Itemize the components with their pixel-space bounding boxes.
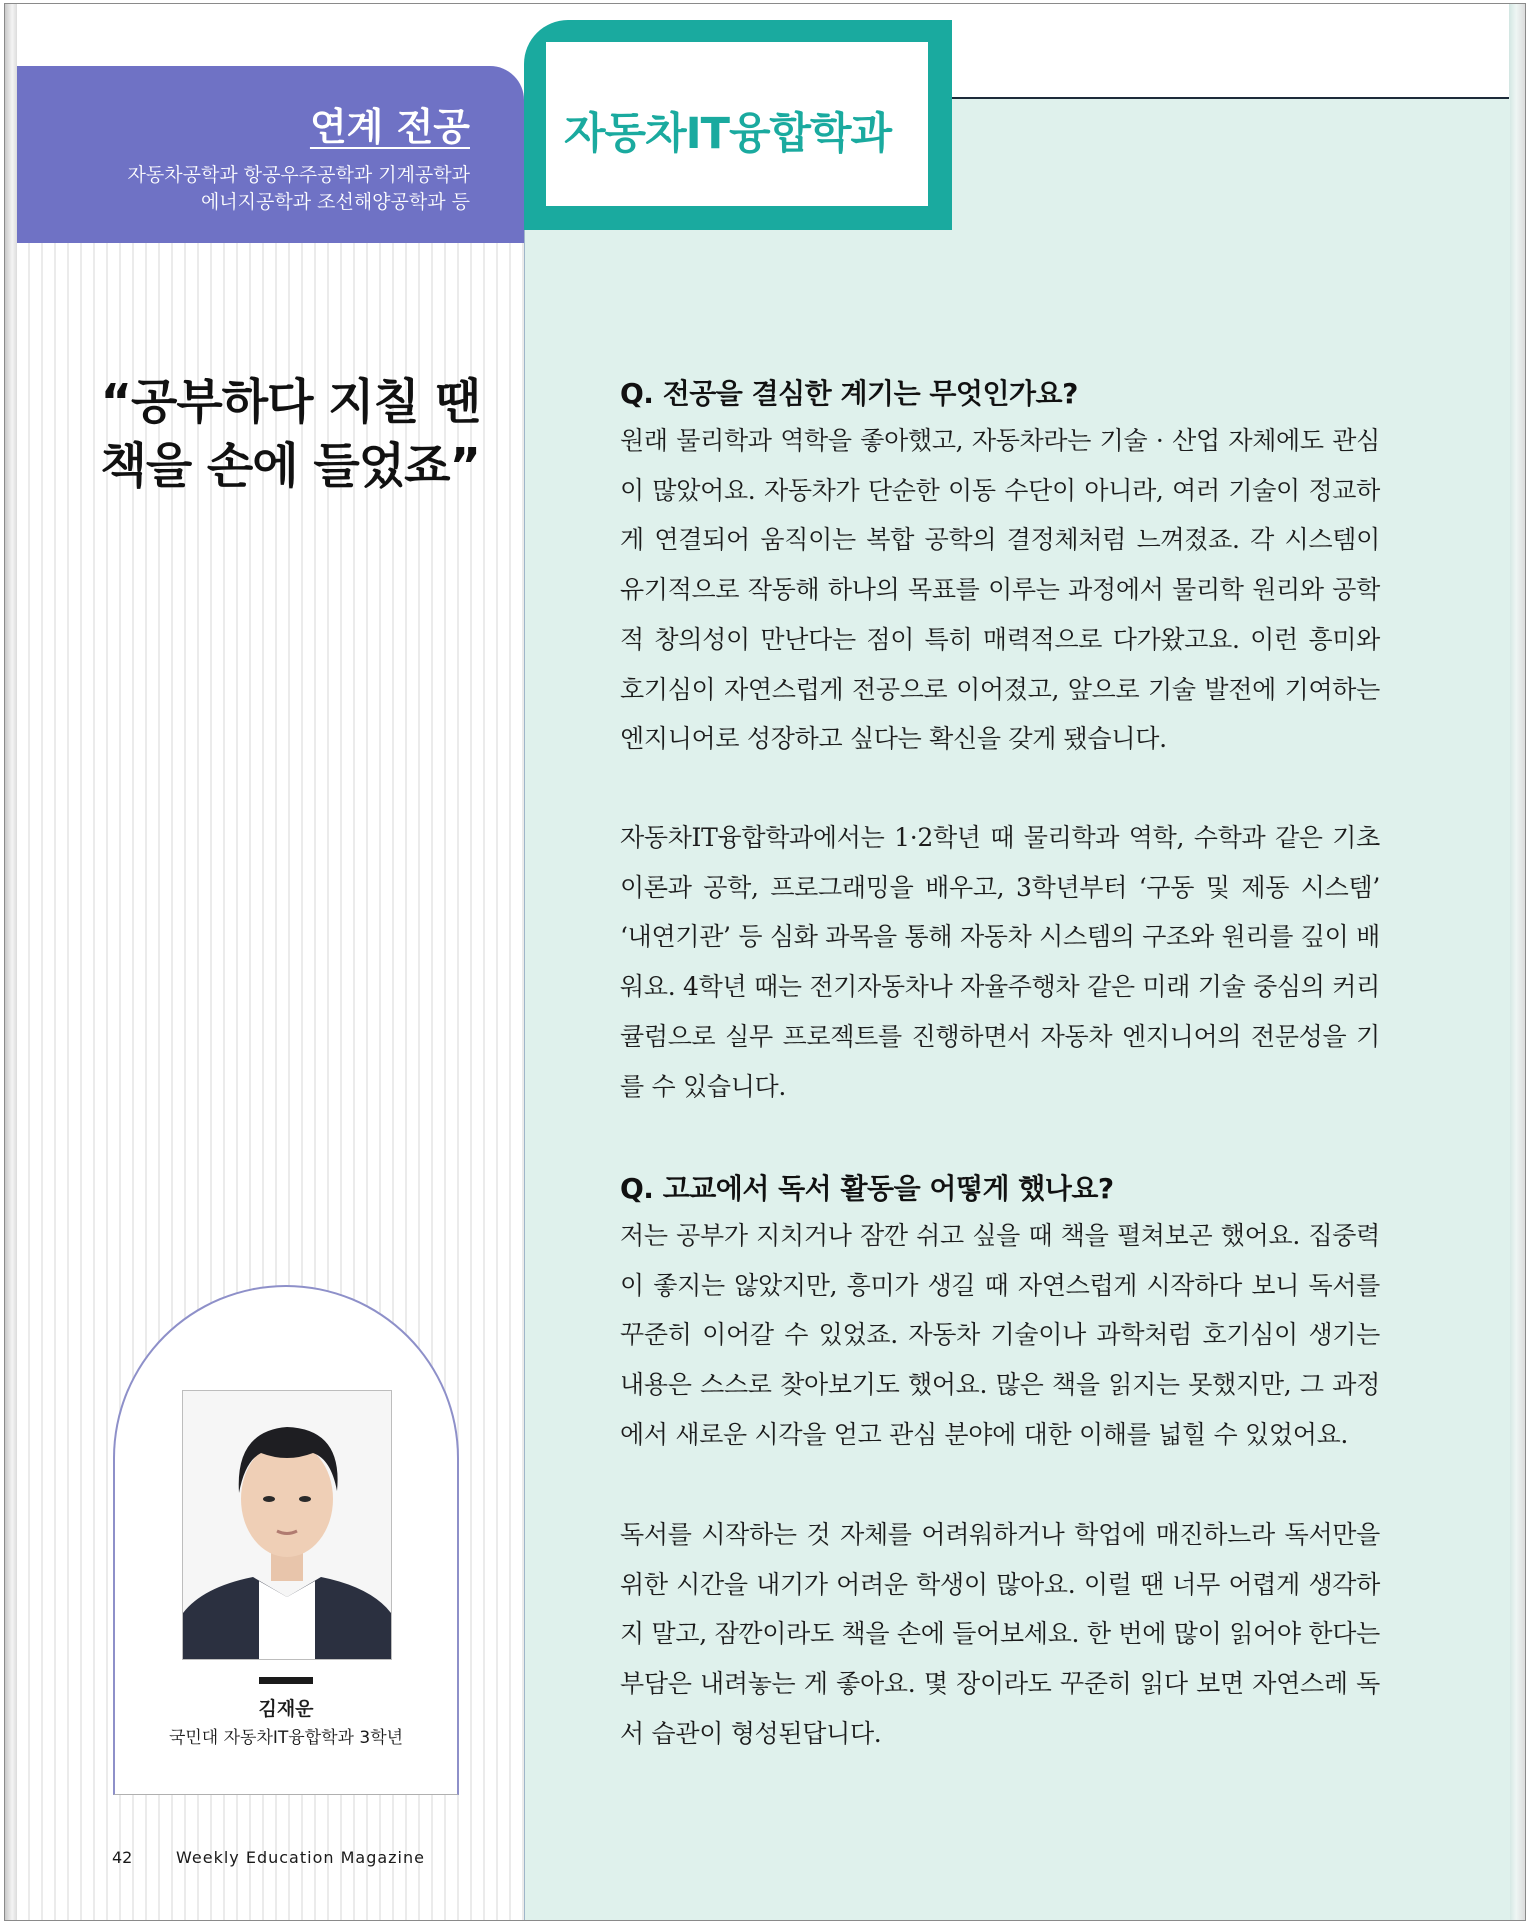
page-edge-right [1509, 4, 1525, 1920]
question-1: Q. 전공을 결심한 계기는 무엇인가요? [620, 377, 1078, 410]
pull-quote-line-1: “공부하다 지칠 땐 [100, 374, 480, 430]
profile-name: 김재운 [258, 1698, 314, 1720]
magazine-name: Weekly Education Magazine [176, 1848, 425, 1867]
related-majors-line-1: 자동차공학과 항공우주공학과 기계공학과 [127, 164, 470, 186]
department-title: 자동차IT융합학과 [564, 109, 892, 159]
related-majors-box [17, 66, 524, 243]
profile-photo [182, 1390, 392, 1660]
related-majors-list [0, 162, 470, 216]
page-edge-left [5, 4, 17, 1920]
pull-quote [20, 370, 480, 498]
answer-1-paragraph-1: 원래 물리학과 역학을 좋아했고, 자동차라는 기술 · 산업 자체에도 관심이 많았어요. 자동차가 단순한 이동 수단이 아니라, 여러 기술이 정교하게 연결되어 움직이는 복합 공학의 결정체처럼 느껴졌죠. 각 시스템이 유기적으로 작동해 하나의 목표를 이루는 과정에서 물리학 원리와 공학적 창의성이 만난다는 점이 특히 매력적으로 다가왔고요. 이런 흥미와 호기심이 자연스럽게 전공으로 이어졌고, 앞으로 기술 발전에 기여하는 엔지니어로 성장하고 싶다는 확신을 갖게 됐습니다. [620, 426, 1380, 754]
related-majors-title: 연계 전공 [309, 105, 470, 149]
profile-affiliation: 국민대 자동차IT융합학과 3학년 [168, 1728, 404, 1748]
department-header-box [524, 20, 952, 230]
person-portrait-icon [183, 1391, 391, 1659]
answer-2-paragraph-2: 독서를 시작하는 것 자체를 어려워하거나 학업에 매진하느라 독서만을 위한 시간을 내기가 어려운 학생이 많아요. 이럴 땐 너무 어렵게 생각하지 말고, 잠깐이라도 책을 손에 들어보세요. 한 번에 많이 읽어야 한다는 부담은 내려놓는 게 좋아요. 몇 장이라도 꾸준히 읽다 보면 자연스레 독서 습관이 형성된답니다. [620, 1520, 1380, 1748]
answer-1-paragraph-2: 자동차IT융합학과에서는 1·2학년 때 물리학과 역학, 수학과 같은 기초 이론과 공학, 프로그래밍을 배우고, 3학년부터 ‘구동 및 제동 시스템’ ‘내연기관’ 등 심화 과목을 통해 자동차 시스템의 구조와 원리를 깊이 배워요. 4학년 때는 전기자동차나 자율주행차 같은 미래 기술 중심의 커리큘럼으로 실무 프로젝트를 진행하면서 자동차 엔지니어의 전문성을 기를 수 있습니다. [620, 823, 1380, 1101]
name-divider [259, 1677, 313, 1684]
question-2: Q. 고교에서 독서 활동을 어떻게 했나요? [620, 1172, 1114, 1205]
page-number: 42 [112, 1848, 133, 1867]
answer-2-paragraph-1: 저는 공부가 지치거나 잠깐 쉬고 싶을 때 책을 펼쳐보곤 했어요. 집중력이 좋지는 않았지만, 흥미가 생길 때 자연스럽게 시작하다 보니 독서를 꾸준히 이어갈 수 있었죠. 자동차 기술이나 과학처럼 호기심이 생기는 내용은 스스로 찾아보기도 했어요. 많은 책을 읽지는 못했지만, 그 과정에서 새로운 시각을 얻고 관심 분야에 대한 이해를 넓힐 수 있었어요. [620, 1221, 1380, 1449]
header-rule [949, 97, 1509, 99]
pull-quote-line-2: 책을 손에 들었죠” [100, 438, 480, 494]
related-majors-line-2: 에너지공학과 조선해양공학과 등 [200, 191, 470, 213]
